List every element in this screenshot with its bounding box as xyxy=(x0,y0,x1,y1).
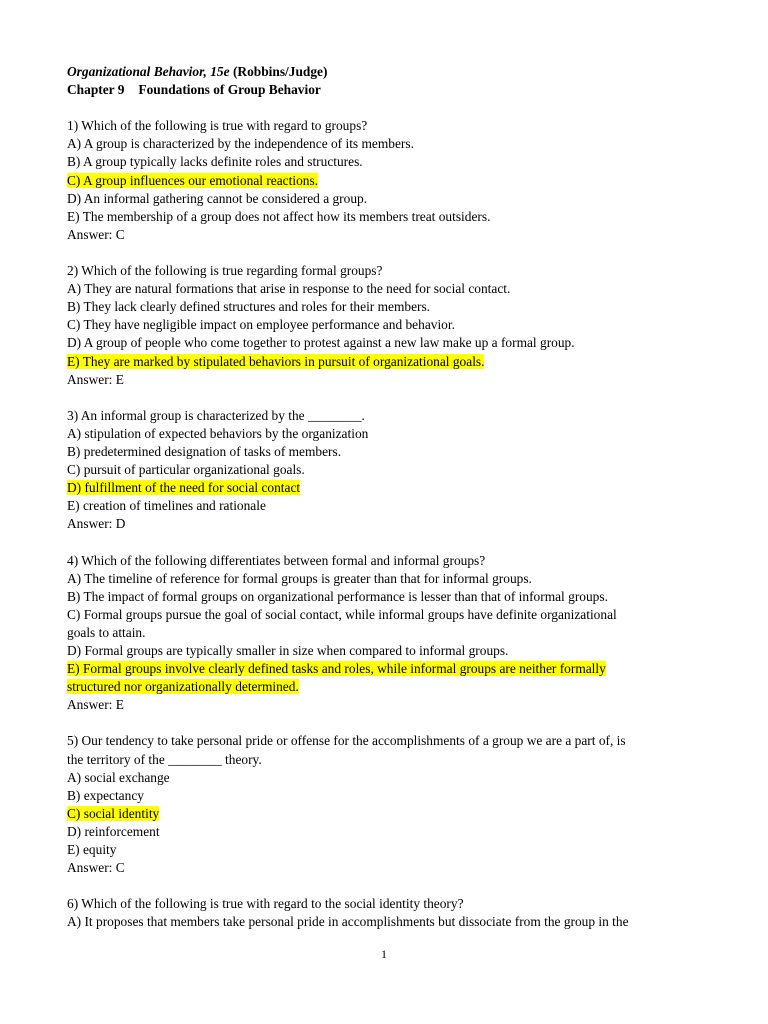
answer-highlight: structured nor organizationally determined. xyxy=(67,679,299,695)
question-5 xyxy=(67,732,707,877)
option-a: A) They are natural formations that arise in response to the need for social contact. xyxy=(67,281,511,297)
option-d: D) A group of people who come together to protest against a new law make up a formal group. xyxy=(67,335,575,351)
answer-highlight: C) social identity xyxy=(67,805,160,821)
blank-line xyxy=(67,714,707,732)
question-3 xyxy=(67,407,707,534)
option-e-correct-continued xyxy=(67,678,707,696)
answer-highlight: E) Formal groups involve clearly defined tasks and roles, while informal groups are neither formally xyxy=(67,661,606,677)
question-stem: 1) Which of the following is true with regard to groups? xyxy=(67,118,368,134)
option-e-correct xyxy=(67,353,707,371)
answer-line: Answer: C xyxy=(67,860,125,876)
option-d: D) An informal gathering cannot be considered a group. xyxy=(67,190,368,206)
question-1 xyxy=(67,117,707,244)
option-c: C) They have negligible impact on employee performance and behavior. xyxy=(67,317,455,333)
page-number: 1 xyxy=(381,947,387,961)
option-e: E) The membership of a group does not affect how its members treat outsiders. xyxy=(67,208,491,224)
question-2 xyxy=(67,262,707,389)
chapter-heading xyxy=(67,81,707,99)
question-stem: 2) Which of the following is true regarding formal groups? xyxy=(67,263,383,279)
answer-line: Answer: C xyxy=(67,226,125,242)
option-b: B) predetermined designation of tasks of members. xyxy=(67,443,342,459)
answer-line: Answer: E xyxy=(67,371,124,387)
blank-line xyxy=(67,533,707,551)
option-d: D) reinforcement xyxy=(67,823,160,839)
book-title: Organizational Behavior, 15e xyxy=(67,64,230,79)
option-a: A) The timeline of reference for formal groups is greater than that for informal groups. xyxy=(67,570,532,586)
question-stem-continued: the territory of the ________ theory. xyxy=(67,751,262,767)
option-b: B) The impact of formal groups on organizational performance is lesser than that of informal groups. xyxy=(67,588,608,604)
option-d: D) Formal groups are typically smaller in size when compared to informal groups. xyxy=(67,643,509,658)
option-d-correct xyxy=(67,479,707,497)
option-a: A) social exchange xyxy=(67,769,170,785)
option-c: C) Formal groups pursue the goal of social contact, while informal groups have definite organizational xyxy=(67,606,617,622)
answer-highlight: C) A group influences our emotional reactions. xyxy=(67,172,319,188)
question-stem: 4) Which of the following differentiates between formal and informal groups? xyxy=(67,552,486,568)
book-authors: (Robbins/Judge) xyxy=(232,64,328,79)
option-a: A) It proposes that members take personal pride in accomplishments but dissociate from the group in the xyxy=(67,914,629,930)
option-b: B) A group typically lacks definite roles and structures. xyxy=(67,154,363,170)
document-page xyxy=(67,63,707,932)
blank-line xyxy=(67,99,707,117)
option-c-continued: goals to attain. xyxy=(67,624,146,640)
option-c-correct xyxy=(67,805,707,823)
option-e-correct xyxy=(67,660,707,678)
option-e: E) creation of timelines and rationale xyxy=(67,498,266,514)
chapter-title: Foundations of Group Behavior xyxy=(138,82,321,98)
chapter-number: Chapter 9 xyxy=(67,82,125,98)
question-stem: 3) An informal group is characterized by the ________. xyxy=(67,407,365,423)
question-4 xyxy=(67,552,707,715)
blank-line xyxy=(67,244,707,262)
question-stem: 6) Which of the following is true with regard to the social identity theory? xyxy=(67,896,464,912)
blank-line xyxy=(67,389,707,407)
answer-line: Answer: E xyxy=(67,697,124,713)
option-c: C) pursuit of particular organizational goals. xyxy=(67,462,305,478)
blank-line xyxy=(67,877,707,895)
option-e: E) equity xyxy=(67,842,117,858)
option-b: B) They lack clearly defined structures and roles for their members. xyxy=(67,299,431,315)
option-c-correct xyxy=(67,172,707,190)
option-a: A) A group is characterized by the independence of its members. xyxy=(67,136,414,152)
option-a: A) stipulation of expected behaviors by the organization xyxy=(67,425,369,441)
document-header-line xyxy=(67,63,707,81)
answer-line: Answer: D xyxy=(67,516,126,532)
answer-highlight: D) fulfillment of the need for social contact xyxy=(67,480,301,496)
question-stem: 5) Our tendency to take personal pride or offense for the accomplishments of a group we are a part of, is xyxy=(67,733,626,749)
answer-highlight: E) They are marked by stipulated behaviors in pursuit of organizational goals. xyxy=(67,353,485,369)
question-6 xyxy=(67,895,707,931)
option-b: B) expectancy xyxy=(67,787,144,803)
